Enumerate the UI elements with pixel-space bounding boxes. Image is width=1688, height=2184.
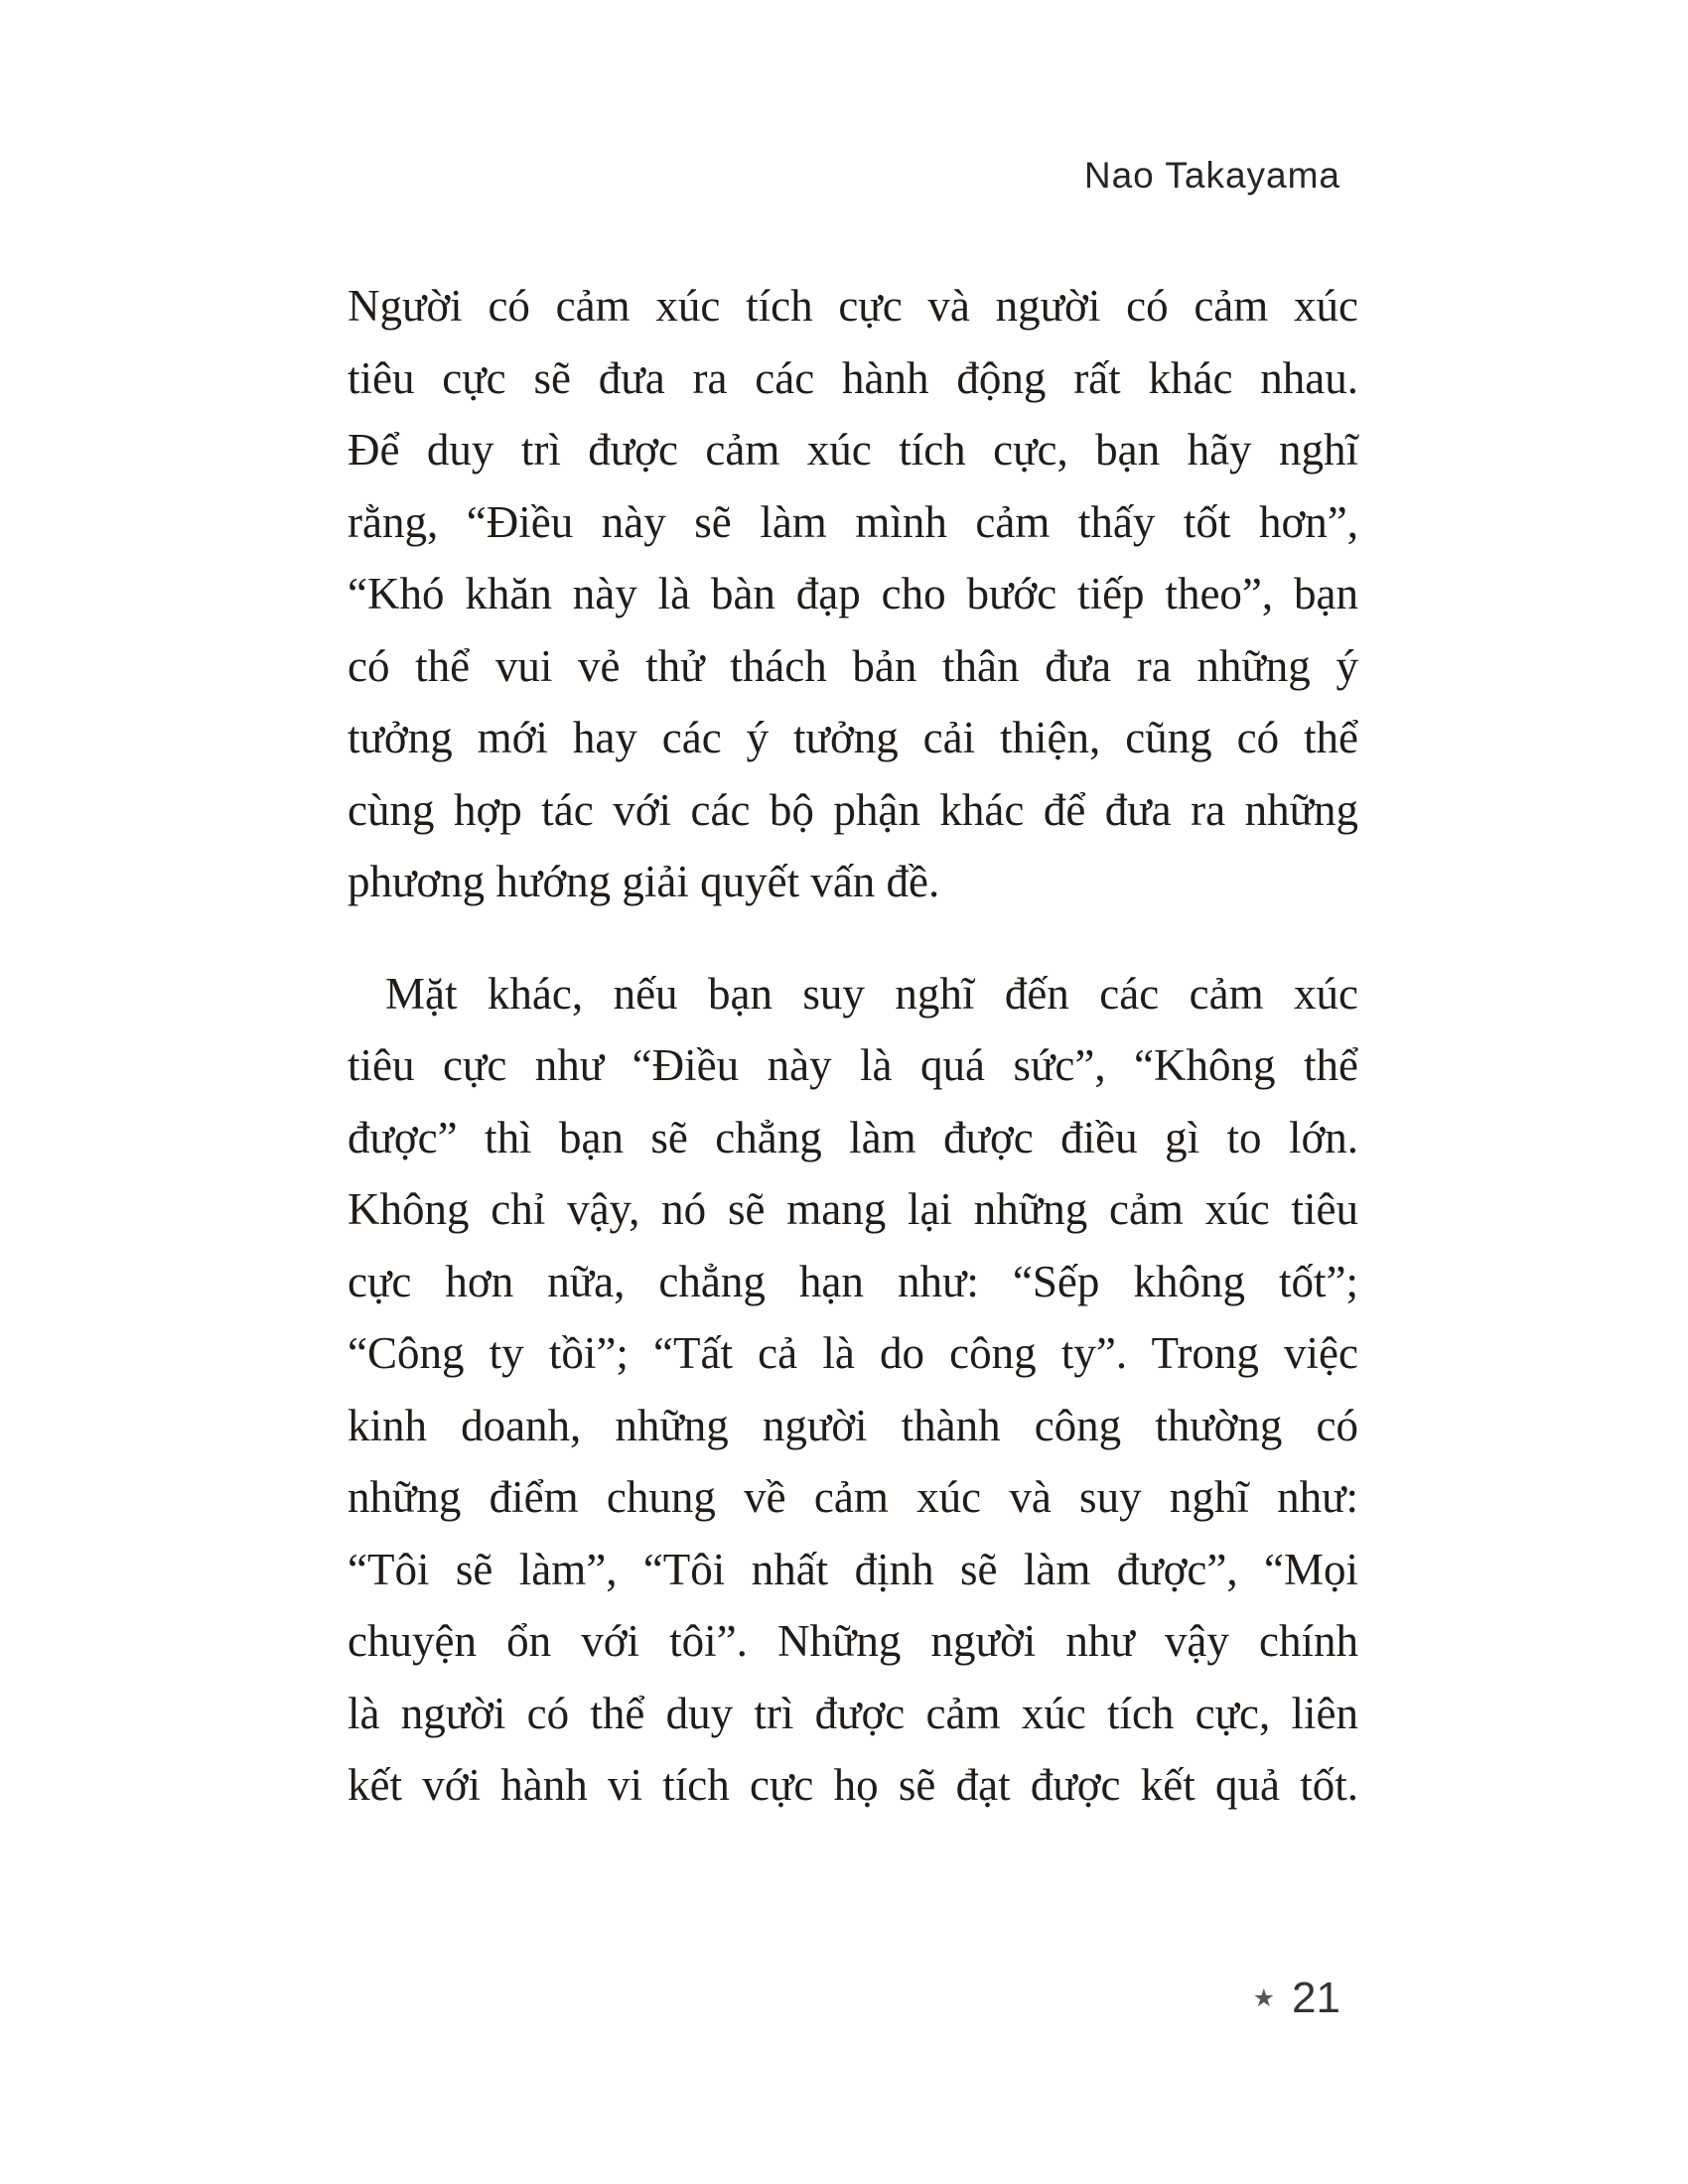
text-line: tiêu cực sẽ đưa ra các hành động rất khác nhau. [348, 352, 1358, 403]
text-line: những điểm chung về cảm xúc và suy nghĩ như: [348, 1472, 1358, 1522]
text-line: Mặt khác, nếu bạn suy nghĩ đến các cảm xúc [385, 968, 1358, 1019]
paragraph [348, 958, 1358, 1822]
text-line: có thể vui vẻ thử thách bản thân đưa ra những ý [348, 640, 1358, 691]
text-line: “Công ty tồi”; “Tất cả là do công ty”. Trong việc [348, 1328, 1358, 1378]
text-line: tưởng mới hay các ý tưởng cải thiện, cũng có thể [348, 713, 1358, 762]
text-line: được” thì bạn sẽ chẳng làm được điều gì to lớn. [348, 1112, 1358, 1162]
page-number: 21 [1292, 1974, 1340, 2022]
text-line: cùng hợp tác với các bộ phận khác để đưa ra những [348, 784, 1358, 835]
text-line: kết với hành vi tích cực họ sẽ đạt được kết quả tốt. [348, 1760, 1358, 1810]
text-line: Người có cảm xúc tích cực và người có cảm xúc [348, 281, 1358, 331]
text-line: cực hơn nữa, chẳng hạn như: “Sếp không tốt”; [348, 1256, 1358, 1306]
text-line: “Tôi sẽ làm”, “Tôi nhất định sẽ làm được”, “Mọi [348, 1544, 1358, 1594]
star-icon: ★ [1252, 1984, 1276, 2012]
page-footer [1252, 1974, 1340, 2022]
text-line: tiêu cực như “Điều này là quá sức”, “Không thể [348, 1040, 1358, 1090]
text-line: kinh doanh, những người thành công thường có [348, 1400, 1358, 1450]
text-line: Không chỉ vậy, nó sẽ mang lại những cảm xúc tiêu [348, 1184, 1358, 1234]
text-line: rằng, “Điều này sẽ làm mình cảm thấy tốt hơn”, [348, 496, 1358, 547]
text-line: là người có thể duy trì được cảm xúc tích cực, liên [348, 1688, 1358, 1738]
text-line: “Khó khăn này là bàn đạp cho bước tiếp theo”, bạn [348, 569, 1358, 618]
page-body-text [348, 270, 1358, 1822]
running-head-author: Nao Takayama [1083, 155, 1340, 196]
paragraph [348, 270, 1358, 918]
text-line: phương hướng giải quyết vấn đề. [348, 857, 940, 906]
text-line: Để duy trì được cảm xúc tích cực, bạn hãy nghĩ [348, 425, 1358, 475]
text-line: chuyện ổn với tôi”. Những người như vậy chính [348, 1616, 1358, 1666]
